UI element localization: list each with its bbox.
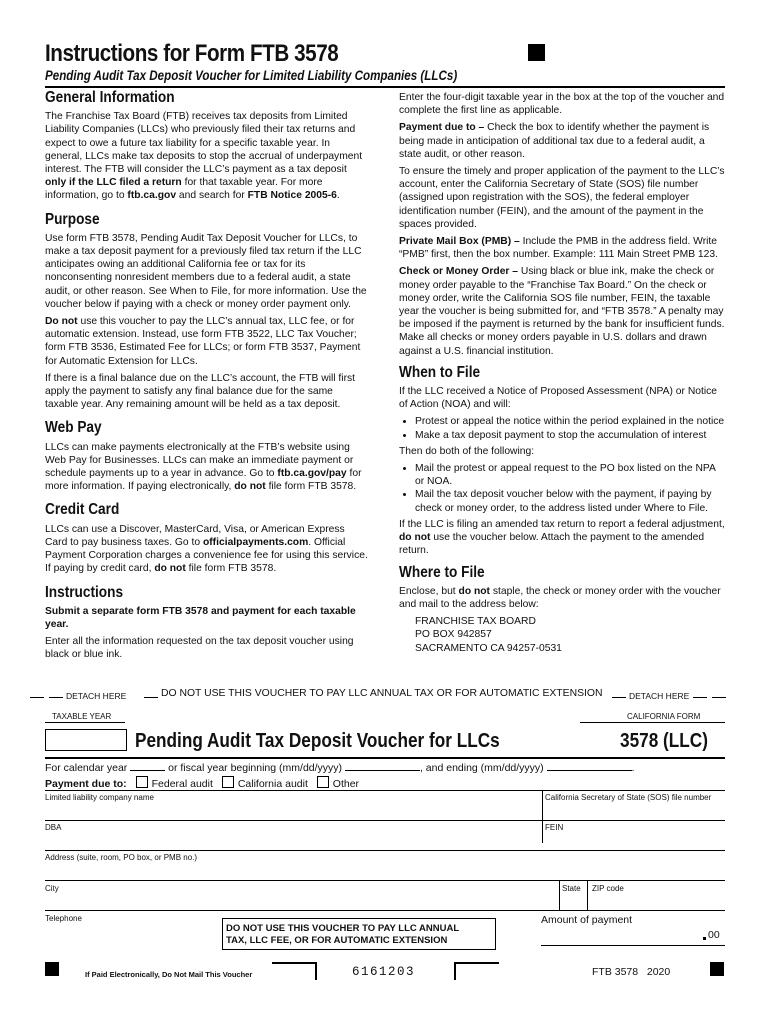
grid-divider <box>542 790 543 843</box>
address-line: FRANCHISE TAX BOARD <box>415 616 536 628</box>
address-line: SACRAMENTO CA 94257-0531 <box>415 642 562 654</box>
form-label-rule <box>580 722 725 723</box>
federal-audit-label: Federal audit <box>151 778 213 790</box>
application-paragraph: To ensure the timely and proper application of the payment to the LLC’s account, enter the California Secretary of State (SOS) file number (assigned upon registration with the SOS), the federal employer identification number (FEIN), and the amount of the payment in the spaces provided. <box>399 166 725 230</box>
llc-name-label: Limited liability company name <box>45 793 154 802</box>
sos-number-input[interactable] <box>545 805 723 819</box>
right-column <box>399 91 726 655</box>
list-item: • Mail the protest or appeal request to the PO box listed on the NPA or NOA. <box>415 462 726 488</box>
state-label: State <box>562 884 581 893</box>
taxable-year-rule <box>45 722 125 723</box>
where-paragraph: Enclose, but do not staple, the check or money order with the voucher and mail to the address below: <box>399 585 721 610</box>
section-heading-purpose: Purpose <box>45 210 100 228</box>
purpose-paragraph-3: If there is a final balance due on the LLC’s account, the FTB will first apply the payment to satisfy any final balance due for the same taxable year. Any remaining amount will be held as a tax deposit. <box>45 372 356 411</box>
scan-mark <box>315 962 317 980</box>
scan-mark <box>454 962 499 964</box>
detach-label-right: DETACH HERE <box>629 691 690 701</box>
grid-divider <box>559 880 560 910</box>
llc-name-input[interactable] <box>45 805 539 819</box>
section-heading-general: General Information <box>45 89 175 106</box>
dba-label: DBA <box>45 823 62 832</box>
grid-rule <box>45 850 725 851</box>
list-item: • Protest or appeal the notice within the period explained in the notice <box>415 415 726 428</box>
corner-marker <box>710 962 724 976</box>
webpay-link[interactable]: ftb.ca.gov/pay <box>277 468 347 480</box>
instructions-bold: Submit a separate form FTB 3578 and payment for each taxable year. <box>45 605 356 630</box>
footer-form-id: FTB 3578 2020 <box>592 966 671 978</box>
ftb-link[interactable]: ftb.ca.gov <box>127 190 177 202</box>
city-label: City <box>45 884 59 893</box>
when-paragraph-3: If the LLC is filing an amended tax return to report a federal adjustment, do not use the voucher below. Attach the payment to the amended return. <box>399 518 725 557</box>
detach-dash <box>144 697 158 698</box>
list-item: • Make a tax deposit payment to stop the accumulation of interest <box>415 429 726 442</box>
when-paragraph-1: If the LLC received a Notice of Proposed Assessment (NPA) or Notice of Action (NOA) and will: <box>399 386 718 411</box>
grid-rule <box>45 910 725 911</box>
zip-input[interactable] <box>592 895 722 909</box>
federal-audit-checkbox[interactable] <box>136 776 148 788</box>
instructions-paragraph: Enter all the information requested on the tax deposit voucher using black or blue ink. <box>45 636 354 661</box>
pmb-paragraph: Private Mail Box (PMB) – Include the PMB in the address field. Write “PMB” first, then the box number. Example: 111 Main Street PMB 123. <box>399 236 718 261</box>
telephone-label: Telephone <box>45 914 82 923</box>
mailing-address <box>399 615 726 655</box>
section-heading-instructions: Instructions <box>45 583 124 601</box>
detach-warning: DO NOT USE THIS VOUCHER TO PAY LLC ANNUAL TAX OR FOR AUTOMATIC EXTENSION <box>161 688 603 699</box>
scan-mark <box>272 962 317 964</box>
detach-dash <box>612 697 626 698</box>
amount-cents: 00 <box>708 929 720 941</box>
voucher-header-rule <box>45 757 725 759</box>
form-number: 3578 (LLC) <box>620 730 708 752</box>
corner-marker <box>528 44 545 61</box>
detach-label-left: DETACH HERE <box>66 691 127 701</box>
right-paragraph-1: Enter the four-digit taxable year in the box at the top of the voucher and complete the first line as applicable. <box>399 92 725 117</box>
california-audit-checkbox[interactable] <box>222 776 234 788</box>
left-column <box>45 91 368 666</box>
when-list-1 <box>399 415 726 441</box>
fein-label: FEIN <box>545 823 564 832</box>
header-rule <box>45 86 725 88</box>
fiscal-begin-input[interactable] <box>345 770 420 771</box>
electronic-note: If Paid Electronically, Do Not Mail This Voucher <box>85 970 253 979</box>
grid-divider <box>587 880 588 910</box>
voucher-title: Pending Audit Tax Deposit Voucher for LLCs <box>135 730 500 752</box>
dba-input[interactable] <box>45 833 539 847</box>
detach-dash <box>30 697 44 698</box>
zip-label: ZIP code <box>592 884 624 893</box>
barcode-number: 6161203 <box>352 965 416 979</box>
warning-box <box>222 918 496 950</box>
general-info-paragraph: The Franchise Tax Board (FTB) receives tax deposits from Limited Liability Companies (LLCs) who previously filed their tax returns and expect to owe a future tax liability for a specific taxable year. In general, LLCs make tax deposits to stop the accrual of underpayment interest. The FTB will consider the LLC’s payment as a tax deposit only if the LLC filed a return for that taxable year. For more information, go to ftb.ca.gov and search for FTB Notice 2005-6. <box>45 111 363 202</box>
when-list-2 <box>399 462 726 515</box>
section-heading-credit: Credit Card <box>45 501 120 519</box>
taxable-year-label: TAXABLE YEAR <box>52 712 112 721</box>
officialpayments-link[interactable]: officialpayments.com <box>202 536 309 548</box>
check-paragraph: Check or Money Order – Using black or blue ink, make the check or money order payable to the “Franchise Tax Board.” On the check or money order, write the California SOS file number, FEIN, the taxable year the voucher is being submitted for, and “FTB 3578.” A penalty may be imposed if the payment is returned by the bank for insufficient funds. Make all checks or money orders payable in U.S. dollars and drawn against a U.S. financial institution. <box>399 266 725 357</box>
detach-dash <box>712 697 726 698</box>
credit-paragraph: LLCs can use a Discover, MasterCard, Visa, or American Express Card to pay business taxes. Go to officialpayments.com. Official Payment Corporation charges a convenience fee for using this service. If paying by credit card, do not file form FTB 3578. <box>45 523 368 575</box>
other-checkbox[interactable] <box>317 776 329 788</box>
address-line: PO BOX 942857 <box>415 629 492 641</box>
address-input[interactable] <box>45 864 723 878</box>
corner-marker <box>45 962 59 976</box>
scan-mark <box>454 962 456 980</box>
fein-input[interactable] <box>545 833 723 847</box>
list-item: • Mail the tax deposit voucher below with the payment, if paying by check or money order, to the address listed under Where to File. <box>415 488 726 514</box>
warning-text: DO NOT USE THIS VOUCHER TO PAY LLC ANNUAL TAX, LLC FEE, OR FOR AUTOMATIC EXTENSION <box>226 923 460 946</box>
fiscal-end-input[interactable] <box>547 770 632 771</box>
city-input[interactable] <box>45 895 555 909</box>
ca-form-label: CALIFORNIA FORM <box>627 712 701 721</box>
amount-input[interactable] <box>541 930 701 944</box>
detach-dash <box>49 697 63 698</box>
grid-rule <box>45 880 725 881</box>
decimal-point <box>703 937 706 940</box>
payment-due-paragraph: Payment due to – Check the box to identify whether the payment is being made in anticipation of additional tax due to a federal audit, a state audit, or other reason. <box>399 122 710 160</box>
document-title: Instructions for Form FTB 3578 <box>45 40 339 67</box>
section-heading-when: When to File <box>399 363 481 381</box>
payment-due-row <box>45 776 359 790</box>
payment-due-label: Payment due to: <box>45 778 127 790</box>
purpose-paragraph-2: Do not use this voucher to pay the LLC’s annual tax, LLC fee, or for automatic extension. Instead, use form FTB 3522, LLC Tax Voucher; form FTB 3536, Estimated Fee for LLCs; or form FTB 3537, Payment for Automatic Extension for LLCs. <box>45 316 361 367</box>
california-audit-label: California audit <box>237 778 308 790</box>
sos-number-label: California Secretary of State (SOS) file number <box>545 793 712 802</box>
grid-rule <box>45 790 725 791</box>
calendar-year-input[interactable] <box>130 770 165 771</box>
telephone-input[interactable] <box>45 925 195 939</box>
detach-dash <box>693 697 707 698</box>
section-heading-where: Where to File <box>399 563 485 581</box>
taxable-year-input[interactable] <box>45 729 127 751</box>
calendar-year-line: For calendar year or fiscal year beginning (mm/dd/yyyy) , and ending (mm/dd/yyyy) . <box>45 762 635 774</box>
document-subtitle: Pending Audit Tax Deposit Voucher for Limited Liability Companies (LLCs) <box>45 68 458 83</box>
purpose-paragraph-1: Use form FTB 3578, Pending Audit Tax Deposit Voucher for LLCs, to make a tax deposit payment for a previously filed tax return if the LLC anticipates owing an additional California fee or tax for its nonconsenting nonresident members due to a federal audit, a state audit, or other reason. See When to File, for more information. Use the voucher below if paying with a check or money order payment only. <box>45 232 367 310</box>
address-label: Address (suite, room, PO box, or PMB no.) <box>45 853 198 862</box>
amount-rule <box>541 945 725 946</box>
webpay-paragraph: LLCs can make payments electronically at the FTB’s website using Web Pay for Businesses. LLCs can make an immediate payment or schedule payments up to a year in advance. Go to ftb.ca.gov/pay for more information. If paying electronically, do not file form FTB 3578. <box>45 441 362 493</box>
when-paragraph-2: Then do both of the following: <box>399 445 535 457</box>
grid-rule <box>45 820 725 821</box>
section-heading-webpay: Web Pay <box>45 419 102 437</box>
other-label: Other <box>332 778 360 790</box>
amount-label: Amount of payment <box>541 914 633 926</box>
